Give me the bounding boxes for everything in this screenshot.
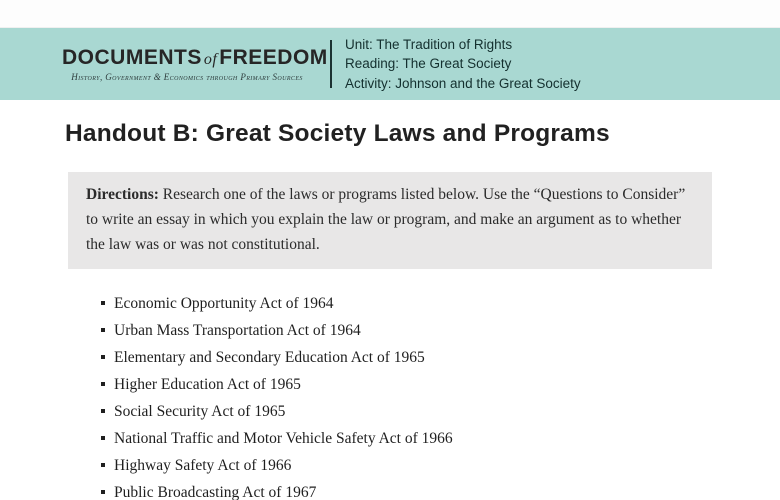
logo-word-documents: DOCUMENTS bbox=[62, 46, 202, 69]
list-item: Social Security Act of 1965 bbox=[101, 403, 780, 420]
logo-word-of: of bbox=[203, 51, 218, 68]
page-title: Handout B: Great Society Laws and Programs bbox=[65, 120, 610, 147]
law-program-list bbox=[101, 295, 780, 500]
documents-of-freedom-logo bbox=[62, 46, 328, 82]
list-item: Economic Opportunity Act of 1964 bbox=[101, 295, 780, 312]
list-item: Elementary and Secondary Education Act of 1965 bbox=[101, 349, 780, 366]
directions-text: Research one of the laws or programs listed below. Use the “Questions to Consider” to write an essay in which you explain the law or program, and make an argument as to whether the law was or was not constitutional. bbox=[86, 186, 686, 253]
meta-unit: Unit: The Tradition of Rights bbox=[345, 36, 513, 52]
document-header bbox=[0, 28, 780, 100]
logo-title bbox=[62, 46, 328, 70]
list-item: Higher Education Act of 1965 bbox=[101, 376, 780, 393]
directions-label: Directions: bbox=[86, 186, 159, 203]
top-margin-strip bbox=[0, 0, 780, 28]
header-divider-line bbox=[330, 40, 332, 88]
list-item: National Traffic and Motor Vehicle Safety Act of 1966 bbox=[101, 430, 780, 447]
meta-reading: Reading: The Great Society bbox=[345, 56, 512, 72]
list-item: Urban Mass Transportation Act of 1964 bbox=[101, 322, 780, 339]
directions-box bbox=[68, 172, 712, 269]
lesson-meta-block bbox=[345, 35, 581, 94]
list-item: Public Broadcasting Act of 1967 bbox=[101, 484, 780, 500]
meta-activity: Activity: Johnson and the Great Society bbox=[345, 75, 581, 91]
list-item: Highway Safety Act of 1966 bbox=[101, 457, 780, 474]
logo-word-freedom: FREEDOM bbox=[219, 46, 328, 69]
logo-tagline: History, Government & Economics through Primary Sources bbox=[71, 72, 303, 82]
